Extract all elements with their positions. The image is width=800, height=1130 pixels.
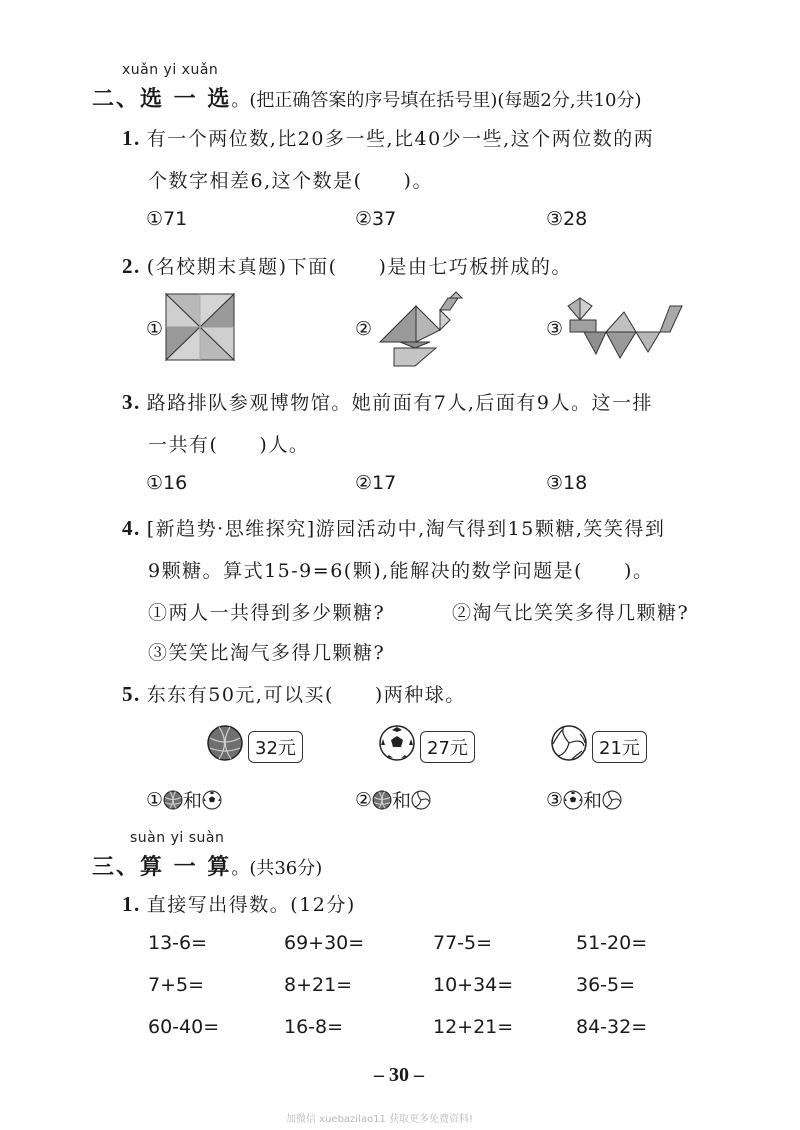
q3-line1 bbox=[122, 388, 653, 415]
section2-title: 二、选 一 选 bbox=[92, 86, 232, 112]
calc-item: 7+5= bbox=[148, 974, 205, 996]
q3-option-3[interactable]: ③18 bbox=[546, 472, 588, 494]
basketball-icon bbox=[206, 724, 244, 762]
q2-mark-2[interactable]: ② bbox=[355, 318, 373, 340]
q5-option-2-mark: ② bbox=[355, 788, 373, 811]
q1-number: 1. bbox=[122, 126, 141, 150]
q2-text: (名校期末真题)下面( )是由七巧板拼成的。 bbox=[146, 256, 572, 278]
q4-number: 4. bbox=[122, 516, 141, 540]
volleyball-icon bbox=[411, 790, 431, 810]
soccer-ball-icon bbox=[563, 790, 583, 810]
calc-heading bbox=[122, 890, 356, 917]
calc-item: 10+34= bbox=[433, 974, 514, 996]
q2-mark-1[interactable]: ① bbox=[146, 318, 164, 340]
swan-tangram-icon bbox=[378, 290, 468, 368]
q1-option-3[interactable]: ③28 bbox=[546, 208, 588, 230]
q5-option-3-and: 和 bbox=[583, 790, 603, 812]
section3-note: 。(共36分) bbox=[231, 858, 323, 879]
section3-heading bbox=[92, 850, 322, 881]
footer-note: 加微信 xuebazilao11 获取更多免费资料! bbox=[286, 1114, 474, 1125]
q3-option-1[interactable]: ①16 bbox=[146, 472, 188, 494]
q3-option-2[interactable]: ②17 bbox=[355, 472, 397, 494]
section3-title: 三、算 一 算 bbox=[92, 854, 232, 880]
q5-text: 东东有50元,可以买( )两种球。 bbox=[146, 684, 466, 706]
q5-line bbox=[122, 680, 466, 707]
q5-option-1[interactable] bbox=[146, 786, 222, 813]
calc-item: 69+30= bbox=[284, 932, 365, 954]
soccer-ball-icon bbox=[378, 724, 416, 762]
q4-text-line2: 9颗糖。算式15-9=6(颗),能解决的数学问题是( )。 bbox=[148, 560, 654, 582]
calc-item: 12+21= bbox=[433, 1016, 514, 1038]
q5-option-3[interactable] bbox=[546, 786, 622, 813]
q2-number: 2. bbox=[122, 254, 141, 278]
section3-pinyin: suàn yi suàn bbox=[130, 830, 225, 846]
calc-item: 51-20= bbox=[576, 932, 648, 954]
volleyball-icon bbox=[550, 724, 588, 762]
q1-line1 bbox=[122, 124, 654, 151]
q1-text-line1: 有一个两位数,比20多一些,比40少一些,这个两位数的两 bbox=[146, 128, 655, 150]
q3-text-line1: 路路排队参观博物馆。她前面有7人,后面有9人。这一排 bbox=[146, 392, 653, 414]
q1-option-1[interactable]: ①71 bbox=[146, 208, 188, 230]
calc-item: 77-5= bbox=[433, 932, 493, 954]
q3-number: 3. bbox=[122, 390, 141, 414]
q3-text-line2: 一共有( )人。 bbox=[148, 434, 310, 456]
q4-text-line1: [新趋势·思维探究]游园活动中,淘气得到15颗糖,笑笑得到 bbox=[146, 518, 666, 540]
section2-note: 。(把正确答案的序号填在括号里)(每题2分,共10分) bbox=[231, 90, 642, 111]
calc-item: 60-40= bbox=[148, 1016, 220, 1038]
q4-option-1[interactable]: ①两人一共得到多少颗糖? bbox=[148, 602, 386, 624]
q5-number: 5. bbox=[122, 682, 141, 706]
q4-option-2[interactable]: ②淘气比笑笑多得几颗糖? bbox=[452, 602, 690, 624]
q5-option-1-and: 和 bbox=[183, 790, 203, 812]
q1-option-2[interactable]: ②37 bbox=[355, 208, 397, 230]
calc-title: 直接写出得数。(12分) bbox=[146, 894, 356, 916]
soccer-ball-price-tag: 27元 bbox=[420, 731, 475, 763]
calc-item: 13-6= bbox=[148, 932, 208, 954]
q2-line bbox=[122, 252, 572, 279]
q5-option-2-and: 和 bbox=[392, 790, 412, 812]
calc-item: 8+21= bbox=[284, 974, 353, 996]
fox-tangram-icon bbox=[566, 296, 688, 362]
soccer-ball-icon bbox=[202, 790, 222, 810]
calc-item: 36-5= bbox=[576, 974, 636, 996]
q4-line1 bbox=[122, 514, 665, 541]
calc-item: 16-8= bbox=[284, 1016, 344, 1038]
volleyball-price-tag: 21元 bbox=[592, 731, 647, 763]
q5-option-2[interactable] bbox=[355, 786, 431, 813]
q4-option-3[interactable]: ③笑笑比淘气多得几颗糖? bbox=[148, 642, 386, 664]
calc-number: 1. bbox=[122, 892, 141, 916]
q5-option-3-mark: ③ bbox=[546, 788, 564, 811]
pinwheel-tangram-icon bbox=[162, 292, 238, 362]
section2-pinyin: xuǎn yi xuǎn bbox=[122, 62, 219, 78]
basketball-price-tag: 32元 bbox=[248, 731, 303, 763]
section2-heading bbox=[92, 82, 642, 113]
calc-item: 84-32= bbox=[576, 1016, 648, 1038]
volleyball-icon bbox=[602, 790, 622, 810]
q1-text-line2: 个数字相差6,这个数是( )。 bbox=[148, 170, 433, 192]
page-number: – 30 – bbox=[374, 1064, 424, 1086]
q5-option-1-mark: ① bbox=[146, 788, 164, 811]
basketball-icon bbox=[372, 790, 392, 810]
q2-mark-3[interactable]: ③ bbox=[546, 318, 564, 340]
basketball-icon bbox=[163, 790, 183, 810]
